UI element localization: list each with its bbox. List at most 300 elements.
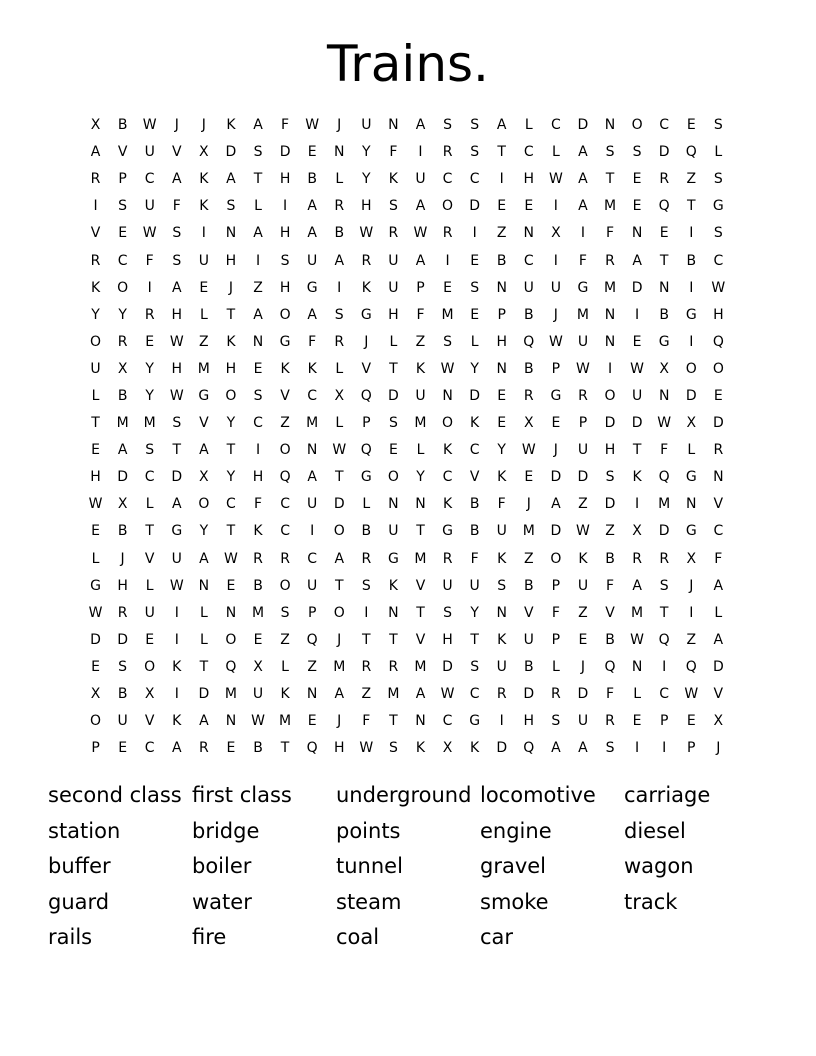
grid-letter[interactable]: S [443, 333, 452, 350]
grid-letter[interactable]: C [280, 496, 290, 513]
grid-letter[interactable]: E [91, 523, 100, 540]
grid-letter[interactable]: G [685, 306, 697, 323]
grid-letter[interactable]: B [605, 550, 615, 567]
grid-letter[interactable]: E [307, 713, 317, 730]
grid-letter[interactable]: K [497, 550, 507, 567]
grid-letter[interactable]: W [169, 387, 184, 404]
grid-letter[interactable]: A [713, 577, 724, 594]
grid-letter[interactable]: H [117, 577, 128, 594]
grid-letter[interactable]: F [605, 577, 615, 594]
grid-letter[interactable]: I [607, 360, 613, 377]
grid-letter[interactable]: C [523, 144, 534, 161]
grid-letter[interactable]: U [496, 658, 507, 675]
grid-letter[interactable]: S [118, 658, 128, 675]
grid-letter[interactable]: I [689, 279, 694, 296]
grid-letter[interactable]: E [551, 415, 561, 432]
grid-letter[interactable]: I [255, 442, 261, 459]
grid-letter[interactable]: M [224, 686, 237, 703]
grid-letter[interactable]: S [253, 387, 263, 404]
grid-letter[interactable]: I [174, 604, 179, 621]
grid-letter[interactable]: L [524, 117, 533, 134]
grid-letter[interactable]: D [631, 415, 643, 432]
grid-letter[interactable]: Q [523, 333, 535, 350]
grid-letter[interactable]: I [662, 740, 667, 757]
grid-letter[interactable]: U [523, 279, 534, 296]
grid-letter[interactable]: T [334, 577, 344, 594]
grid-letter[interactable]: F [172, 198, 181, 215]
grid-letter[interactable]: M [143, 415, 156, 432]
grid-letter[interactable]: U [631, 387, 643, 404]
grid-letter[interactable]: C [469, 442, 480, 459]
grid-letter[interactable]: O [333, 523, 345, 540]
grid-letter[interactable]: Y [199, 523, 209, 540]
grid-letter[interactable]: F [605, 686, 615, 703]
grid-letter[interactable]: S [713, 117, 723, 134]
grid-letter[interactable]: P [551, 631, 561, 648]
grid-letter[interactable]: H [388, 306, 399, 323]
grid-letter[interactable]: L [470, 333, 479, 350]
grid-letter[interactable]: W [88, 496, 103, 513]
grid-letter[interactable]: Q [685, 658, 697, 675]
grid-letter[interactable]: Y [91, 306, 100, 323]
grid-letter[interactable]: Q [306, 631, 318, 648]
grid-letter[interactable]: I [310, 523, 315, 540]
grid-letter[interactable]: U [144, 604, 155, 621]
grid-letter[interactable]: M [279, 713, 292, 730]
grid-letter[interactable]: R [659, 171, 670, 188]
grid-letter[interactable]: L [389, 333, 398, 350]
grid-letter[interactable]: N [415, 496, 426, 513]
grid-letter[interactable]: T [605, 171, 615, 188]
grid-letter[interactable]: W [521, 442, 536, 459]
grid-letter[interactable]: U [388, 252, 399, 269]
grid-letter[interactable]: C [253, 415, 263, 432]
grid-letter[interactable]: C [280, 523, 290, 540]
grid-letter[interactable]: J [580, 658, 586, 675]
grid-letter[interactable]: U [117, 713, 128, 730]
grid-letter[interactable]: B [117, 686, 128, 703]
grid-letter[interactable]: K [280, 686, 290, 703]
grid-letter[interactable]: E [632, 171, 642, 188]
grid-letter[interactable]: C [550, 117, 561, 134]
grid-letter[interactable]: U [307, 252, 318, 269]
grid-letter[interactable]: G [712, 198, 724, 215]
grid-letter[interactable]: Y [226, 415, 236, 432]
grid-letter[interactable]: D [469, 198, 481, 215]
grid-letter[interactable]: K [307, 360, 317, 377]
grid-letter[interactable]: S [388, 198, 398, 215]
grid-letter[interactable]: V [415, 631, 426, 648]
grid-letter[interactable]: D [658, 144, 670, 161]
grid-letter[interactable]: M [603, 198, 617, 215]
grid-letter[interactable]: G [306, 279, 318, 296]
grid-letter[interactable]: W [169, 333, 184, 350]
grid-letter[interactable]: G [658, 333, 670, 350]
grid-letter[interactable]: D [198, 686, 210, 703]
grid-letter[interactable]: H [604, 442, 616, 459]
grid-letter[interactable]: D [333, 496, 345, 513]
grid-letter[interactable]: C [442, 171, 453, 188]
grid-letter[interactable]: Y [362, 171, 371, 188]
grid-letter[interactable]: A [415, 252, 426, 269]
grid-letter[interactable]: K [632, 469, 642, 486]
grid-letter[interactable]: Y [226, 469, 236, 486]
grid-letter[interactable]: W [142, 225, 157, 242]
grid-letter[interactable]: L [551, 144, 560, 161]
grid-letter[interactable]: N [686, 496, 697, 513]
grid-letter[interactable]: M [414, 550, 427, 567]
grid-letter[interactable]: T [145, 523, 154, 540]
grid-letter[interactable]: V [361, 360, 372, 377]
grid-letter[interactable]: I [499, 713, 504, 730]
grid-letter[interactable]: D [604, 415, 616, 432]
grid-letter[interactable]: G [387, 550, 399, 567]
grid-letter[interactable]: W [332, 442, 347, 459]
grid-letter[interactable]: M [658, 496, 671, 513]
grid-letter[interactable]: Z [307, 658, 317, 675]
grid-letter[interactable]: O [90, 333, 102, 350]
grid-letter[interactable]: I [689, 225, 694, 242]
grid-letter[interactable]: C [442, 713, 453, 730]
grid-letter[interactable]: E [253, 631, 263, 648]
grid-letter[interactable]: Q [523, 740, 535, 757]
grid-letter[interactable]: S [280, 252, 290, 269]
grid-letter[interactable]: R [117, 604, 128, 621]
grid-letter[interactable]: D [550, 469, 562, 486]
grid-letter[interactable]: D [550, 523, 562, 540]
grid-letter[interactable]: P [659, 713, 669, 730]
grid-letter[interactable]: K [280, 360, 290, 377]
grid-letter[interactable]: I [174, 631, 179, 648]
grid-letter[interactable]: P [578, 415, 588, 432]
grid-letter[interactable]: Y [416, 469, 425, 486]
grid-letter[interactable]: F [362, 713, 371, 730]
grid-letter[interactable]: G [198, 387, 210, 404]
grid-letter[interactable]: Z [361, 686, 372, 703]
grid-letter[interactable]: F [145, 252, 154, 269]
grid-letter[interactable]: R [253, 550, 263, 567]
grid-letter[interactable]: K [415, 360, 426, 377]
grid-letter[interactable]: E [253, 360, 263, 377]
grid-letter[interactable]: F [578, 252, 587, 269]
grid-letter[interactable]: R [605, 713, 615, 730]
grid-letter[interactable]: L [145, 496, 154, 513]
grid-letter[interactable]: X [659, 360, 669, 377]
grid-letter[interactable]: B [523, 306, 534, 323]
grid-letter[interactable]: N [496, 279, 507, 296]
grid-letter[interactable]: R [578, 387, 588, 404]
grid-letter[interactable]: D [631, 279, 643, 296]
grid-letter[interactable]: H [333, 740, 345, 757]
grid-letter[interactable]: O [225, 631, 237, 648]
grid-letter[interactable]: M [333, 658, 346, 675]
grid-letter[interactable]: T [280, 740, 290, 757]
grid-letter[interactable]: X [713, 713, 724, 730]
grid-letter[interactable]: S [605, 144, 615, 161]
grid-letter[interactable]: N [631, 225, 643, 242]
grid-letter[interactable]: A [632, 577, 642, 594]
grid-letter[interactable]: L [687, 442, 696, 459]
grid-letter[interactable]: M [631, 604, 644, 621]
grid-letter[interactable]: E [388, 442, 398, 459]
grid-letter[interactable]: D [388, 387, 399, 404]
grid-letter[interactable]: N [496, 360, 507, 377]
grid-letter[interactable]: Z [578, 604, 588, 621]
grid-letter[interactable]: Y [470, 604, 479, 621]
grid-letter[interactable]: A [171, 279, 182, 296]
grid-letter[interactable]: S [713, 171, 723, 188]
grid-letter[interactable]: E [145, 333, 155, 350]
grid-letter[interactable]: H [713, 306, 724, 323]
grid-letter[interactable]: I [580, 225, 586, 242]
grid-letter[interactable]: J [716, 740, 721, 757]
grid-letter[interactable]: I [635, 740, 640, 757]
grid-letter[interactable]: H [496, 333, 507, 350]
grid-letter[interactable]: L [199, 306, 208, 323]
grid-letter[interactable]: K [442, 442, 453, 459]
grid-letter[interactable]: Z [199, 333, 209, 350]
grid-letter[interactable]: L [416, 442, 425, 459]
grid-letter[interactable]: H [171, 360, 183, 377]
grid-letter[interactable]: W [630, 631, 645, 648]
grid-letter[interactable]: S [470, 658, 480, 675]
grid-letter[interactable]: E [578, 631, 588, 648]
grid-letter[interactable]: N [306, 686, 318, 703]
grid-letter[interactable]: L [145, 577, 154, 594]
grid-letter[interactable]: E [497, 415, 507, 432]
grid-letter[interactable]: I [499, 171, 504, 188]
grid-letter[interactable]: K [172, 658, 182, 675]
grid-letter[interactable]: A [334, 686, 345, 703]
grid-letter[interactable]: A [307, 198, 317, 215]
grid-letter[interactable]: E [470, 306, 480, 323]
grid-letter[interactable]: S [470, 144, 480, 161]
grid-letter[interactable]: T [389, 713, 398, 730]
grid-letter[interactable]: R [280, 550, 290, 567]
grid-letter[interactable]: O [550, 550, 562, 567]
grid-letter[interactable]: R [605, 252, 615, 269]
grid-letter[interactable]: L [714, 144, 723, 161]
grid-letter[interactable]: F [660, 442, 669, 459]
grid-letter[interactable]: E [686, 713, 696, 730]
grid-letter[interactable]: X [199, 469, 209, 486]
grid-letter[interactable]: D [658, 523, 670, 540]
grid-letter[interactable]: T [362, 631, 371, 648]
grid-letter[interactable]: F [308, 333, 317, 350]
grid-letter[interactable]: A [551, 496, 561, 513]
grid-letter[interactable]: N [225, 604, 237, 621]
grid-letter[interactable]: N [658, 387, 670, 404]
grid-letter[interactable]: W [169, 577, 184, 594]
grid-letter[interactable]: D [685, 387, 697, 404]
grid-letter[interactable]: S [632, 144, 642, 161]
grid-letter[interactable]: E [145, 631, 155, 648]
grid-letter[interactable]: X [686, 415, 697, 432]
grid-letter[interactable]: B [659, 306, 669, 323]
grid-letter[interactable]: B [307, 171, 317, 188]
grid-letter[interactable]: F [389, 144, 398, 161]
grid-letter[interactable]: W [440, 360, 455, 377]
grid-letter[interactable]: X [632, 523, 642, 540]
grid-letter[interactable]: T [226, 306, 236, 323]
grid-letter[interactable]: J [364, 333, 369, 350]
grid-letter[interactable]: L [91, 387, 100, 404]
grid-letter[interactable]: U [144, 198, 155, 215]
grid-letter[interactable]: S [443, 604, 452, 621]
grid-letter[interactable]: G [90, 577, 101, 594]
grid-letter[interactable]: P [416, 279, 425, 296]
grid-letter[interactable]: R [90, 252, 101, 269]
grid-letter[interactable]: N [252, 333, 264, 350]
grid-letter[interactable]: O [333, 604, 345, 621]
grid-letter[interactable]: T [416, 523, 425, 540]
grid-letter[interactable]: U [577, 577, 589, 594]
grid-letter[interactable]: E [713, 387, 723, 404]
grid-letter[interactable]: X [199, 144, 209, 161]
grid-letter[interactable]: X [334, 387, 345, 404]
grid-letter[interactable]: X [551, 225, 561, 242]
grid-letter[interactable]: A [415, 686, 426, 703]
grid-letter[interactable]: Q [685, 144, 697, 161]
grid-letter[interactable]: V [713, 496, 724, 513]
grid-letter[interactable]: U [577, 442, 589, 459]
grid-letter[interactable]: Z [280, 415, 290, 432]
grid-letter[interactable]: F [714, 550, 723, 567]
grid-letter[interactable]: E [632, 198, 642, 215]
grid-letter[interactable]: E [443, 279, 452, 296]
grid-letter[interactable]: W [576, 360, 590, 377]
grid-letter[interactable]: C [713, 523, 724, 540]
grid-letter[interactable]: C [226, 496, 236, 513]
grid-letter[interactable]: I [337, 279, 342, 296]
grid-letter[interactable]: X [117, 360, 128, 377]
grid-letter[interactable]: J [337, 117, 342, 134]
grid-letter[interactable]: C [442, 469, 453, 486]
grid-letter[interactable]: Q [360, 442, 372, 459]
grid-letter[interactable]: B [253, 740, 263, 757]
grid-letter[interactable]: G [685, 523, 697, 540]
grid-letter[interactable]: O [225, 387, 237, 404]
grid-letter[interactable]: N [631, 658, 643, 675]
grid-letter[interactable]: Q [712, 333, 724, 350]
grid-letter[interactable]: K [497, 631, 507, 648]
grid-letter[interactable]: U [388, 523, 399, 540]
grid-letter[interactable]: I [201, 225, 206, 242]
grid-letter[interactable]: J [120, 550, 125, 567]
grid-letter[interactable]: A [307, 225, 317, 242]
grid-letter[interactable]: W [548, 171, 563, 188]
grid-letter[interactable]: Y [362, 144, 371, 161]
grid-letter[interactable]: U [252, 686, 264, 703]
grid-letter[interactable]: U [442, 577, 453, 594]
grid-letter[interactable]: A [199, 442, 209, 459]
grid-letter[interactable]: I [364, 604, 369, 621]
grid-letter[interactable]: N [713, 469, 724, 486]
grid-letter[interactable]: S [605, 469, 615, 486]
grid-letter[interactable]: L [199, 604, 208, 621]
grid-letter[interactable]: J [689, 577, 694, 594]
grid-letter[interactable]: S [497, 577, 507, 594]
grid-letter[interactable]: E [659, 225, 669, 242]
grid-letter[interactable]: V [90, 225, 101, 242]
grid-letter[interactable]: K [199, 171, 209, 188]
grid-letter[interactable]: H [523, 171, 535, 188]
grid-letter[interactable]: T [172, 442, 182, 459]
grid-letter[interactable]: O [712, 360, 724, 377]
grid-letter[interactable]: A [171, 740, 182, 757]
grid-letter[interactable]: O [279, 306, 291, 323]
grid-letter[interactable]: F [281, 117, 290, 134]
grid-letter[interactable]: N [334, 144, 345, 161]
grid-letter[interactable]: I [174, 686, 179, 703]
grid-letter[interactable]: R [659, 550, 670, 567]
grid-letter[interactable]: A [171, 171, 182, 188]
grid-letter[interactable]: F [253, 496, 263, 513]
grid-letter[interactable]: O [90, 713, 102, 730]
grid-letter[interactable]: D [577, 686, 589, 703]
grid-letter[interactable]: S [172, 252, 182, 269]
grid-letter[interactable]: O [631, 117, 643, 134]
grid-letter[interactable]: C [713, 252, 724, 269]
grid-letter[interactable]: W [142, 117, 157, 134]
grid-letter[interactable]: N [523, 225, 535, 242]
grid-letter[interactable]: K [497, 469, 507, 486]
grid-letter[interactable]: E [91, 658, 100, 675]
grid-letter[interactable]: K [226, 117, 236, 134]
grid-letter[interactable]: M [116, 415, 129, 432]
grid-letter[interactable]: U [171, 550, 182, 567]
grid-letter[interactable]: G [442, 523, 453, 540]
grid-letter[interactable]: V [144, 713, 155, 730]
grid-letter[interactable]: I [93, 198, 98, 215]
grid-letter[interactable]: P [687, 740, 696, 757]
grid-letter[interactable]: U [198, 252, 209, 269]
grid-letter[interactable]: D [442, 658, 453, 675]
grid-letter[interactable]: N [415, 713, 426, 730]
grid-letter[interactable]: X [90, 686, 101, 703]
grid-letter[interactable]: Z [253, 279, 263, 296]
grid-letter[interactable]: U [90, 360, 101, 377]
grid-letter[interactable]: A [713, 631, 724, 648]
grid-letter[interactable]: P [91, 740, 100, 757]
grid-letter[interactable]: Q [279, 469, 291, 486]
grid-letter[interactable]: A [415, 198, 426, 215]
grid-letter[interactable]: A [578, 740, 588, 757]
grid-letter[interactable]: X [442, 740, 453, 757]
grid-letter[interactable]: O [279, 442, 291, 459]
grid-letter[interactable]: C [469, 686, 480, 703]
grid-letter[interactable]: V [469, 469, 480, 486]
grid-letter[interactable]: L [281, 658, 289, 675]
grid-letter[interactable]: Q [658, 631, 670, 648]
grid-letter[interactable]: R [442, 144, 453, 161]
grid-letter[interactable]: D [712, 658, 724, 675]
grid-letter[interactable]: J [553, 306, 558, 323]
grid-letter[interactable]: E [226, 577, 236, 594]
grid-letter[interactable]: N [442, 387, 453, 404]
grid-letter[interactable]: V [144, 550, 155, 567]
grid-letter[interactable]: M [414, 415, 427, 432]
grid-letter[interactable]: I [689, 604, 694, 621]
grid-letter[interactable]: M [414, 658, 427, 675]
grid-letter[interactable]: A [578, 171, 588, 188]
grid-letter[interactable]: J [337, 631, 342, 648]
grid-letter[interactable]: C [659, 686, 670, 703]
grid-letter[interactable]: O [198, 496, 210, 513]
grid-letter[interactable]: R [388, 658, 399, 675]
grid-letter[interactable]: V [280, 387, 290, 404]
grid-letter[interactable]: K [172, 713, 182, 730]
